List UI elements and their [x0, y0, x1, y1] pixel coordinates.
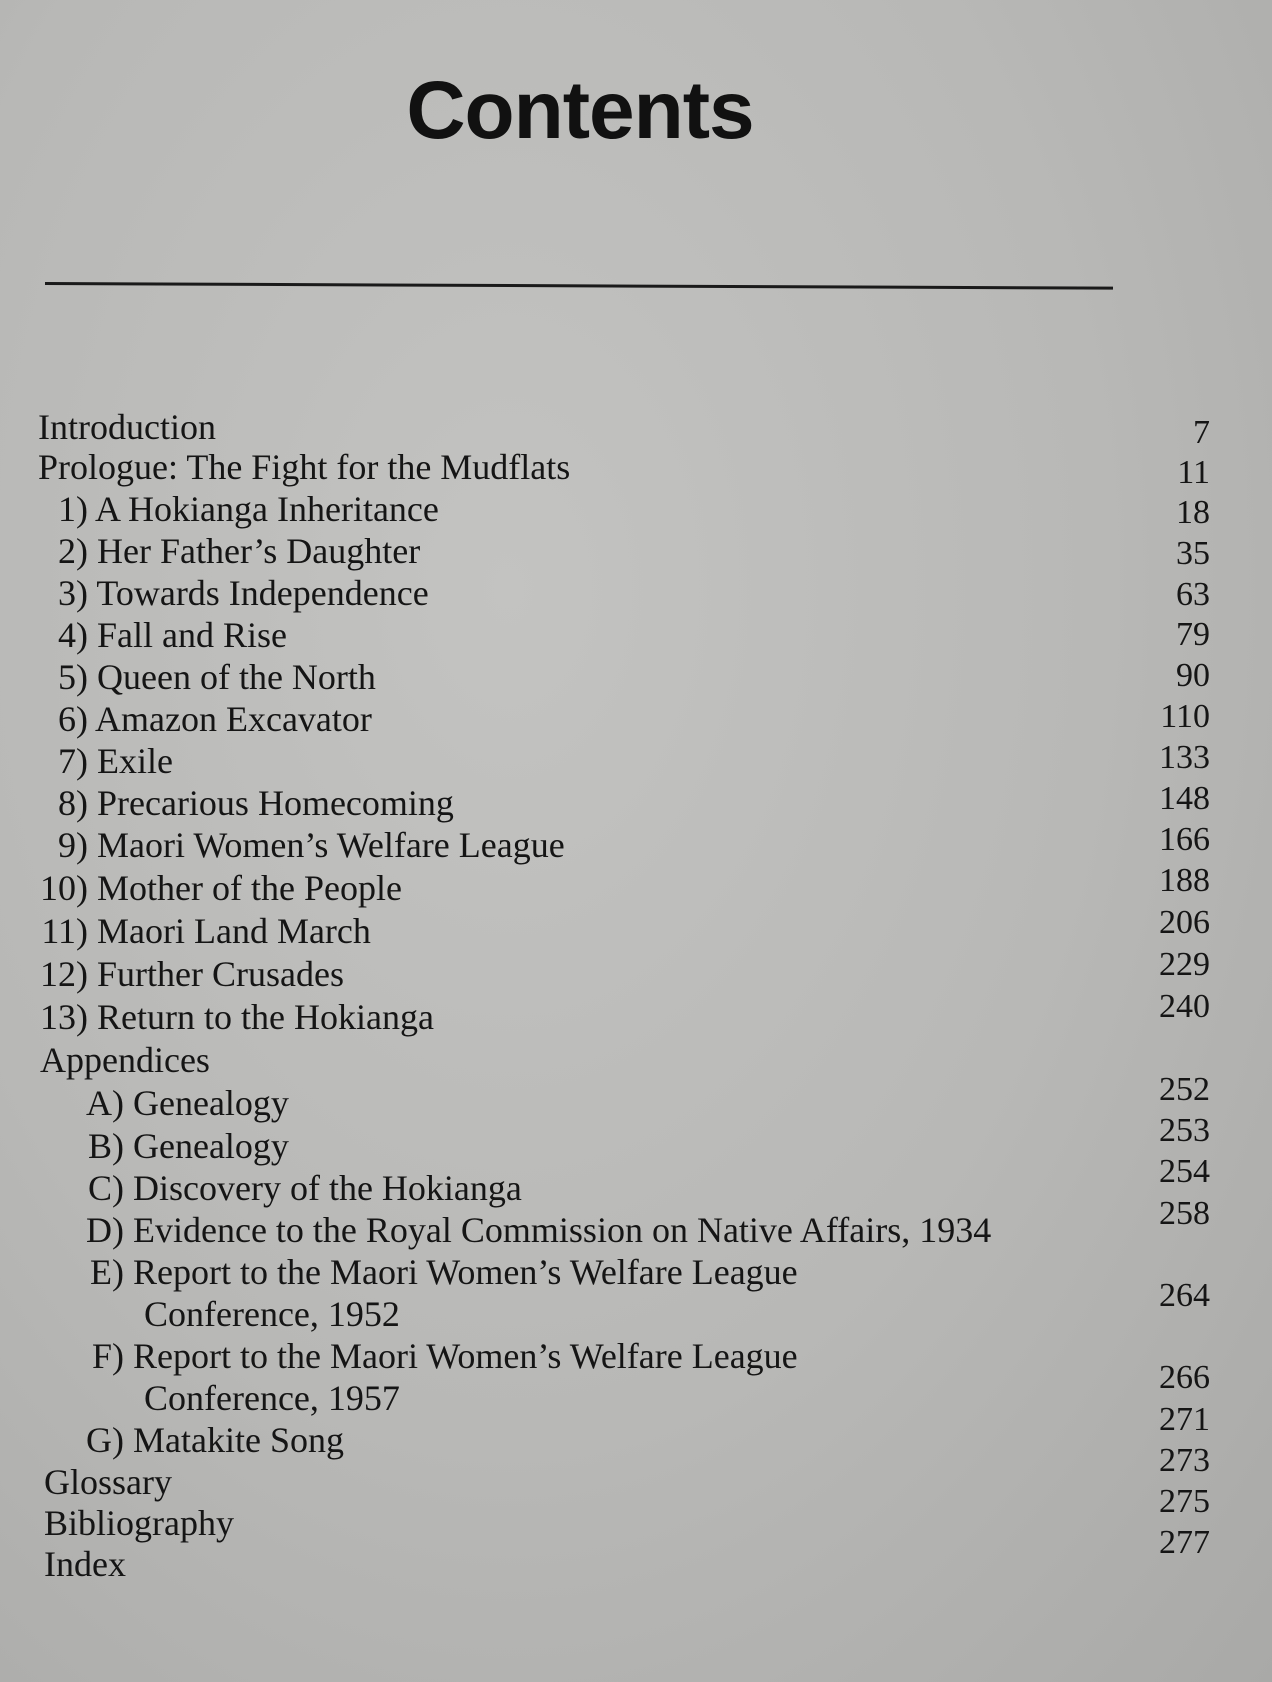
toc-entry-label: Evidence to the Royal Commission on Native Affairs, 1934 [133, 1210, 992, 1250]
toc-entry-appendix-f [76, 1336, 798, 1376]
toc-entry-label: Report to the Maori Women’s Welfare League [133, 1252, 798, 1292]
toc-entry-label: Further Crusades [97, 954, 344, 994]
toc-entry-label: Genealogy [133, 1126, 289, 1166]
toc-page-number: 11 [1177, 454, 1210, 491]
toc-entry-label: Exile [97, 741, 173, 781]
toc-entry-glossary [44, 1462, 172, 1502]
toc-entry-number: E) [90, 1252, 124, 1292]
toc-entry-label: Matakite Song [133, 1420, 344, 1460]
toc-page-number: 110 [1160, 698, 1210, 735]
toc-entry-chapter-6 [40, 699, 372, 739]
toc-entry-label: Towards Independence [96, 573, 429, 613]
toc-entry-label: Amazon Excavator [95, 699, 372, 739]
toc-page-number: 188 [1159, 862, 1210, 899]
toc-entry-number: 4) [58, 615, 88, 655]
toc-page-number: 252 [1159, 1071, 1210, 1108]
toc-entry-label: Genealogy [133, 1083, 289, 1123]
toc-entry-prologue [38, 447, 570, 487]
toc-entry-number: 12) [40, 954, 88, 994]
toc-entry-number: 7) [58, 741, 88, 781]
toc-entry-chapter-10 [40, 868, 402, 908]
toc-page-number: 63 [1176, 576, 1210, 613]
toc-page-number: 206 [1159, 904, 1210, 941]
toc-entry-number: A) [86, 1083, 124, 1123]
toc-entry-label: Bibliography [44, 1503, 234, 1543]
toc-entry-label: Prologue: The Fight for the Mudflats [38, 447, 571, 487]
toc-entry-label: Discovery of the Hokianga [133, 1168, 522, 1208]
toc-entry-number: 9) [58, 825, 88, 865]
toc-entry-number: D) [86, 1210, 124, 1250]
toc-entry-chapter-12 [40, 954, 344, 994]
toc-page-number: 18 [1176, 494, 1210, 531]
toc-page-number: 253 [1159, 1112, 1210, 1149]
toc-page-number: 258 [1159, 1195, 1210, 1232]
toc-entry-chapter-7 [40, 741, 173, 781]
toc-entry-chapter-8 [40, 783, 454, 823]
toc-page-number: 264 [1159, 1277, 1210, 1314]
toc-entry-label: Her Father’s Daughter [97, 531, 421, 571]
toc-entry-appendix-e-continued [144, 1294, 400, 1334]
toc-page-number: 90 [1176, 657, 1210, 694]
toc-page-number: 273 [1159, 1442, 1210, 1479]
toc-entry-label: Fall and Rise [97, 615, 287, 655]
toc-entry-label: Mother of the People [97, 868, 402, 908]
toc-entry-introduction [38, 407, 216, 447]
toc-entry-chapter-4 [40, 615, 287, 655]
toc-entry-index [44, 1544, 126, 1584]
toc-entry-number: 2) [58, 531, 88, 571]
toc-entry-label: Queen of the North [97, 657, 376, 697]
toc-entry-appendix-c [76, 1168, 522, 1208]
toc-page-number: 79 [1176, 616, 1210, 653]
toc-entry-number: G) [86, 1420, 124, 1460]
toc-entry-number: 3) [58, 573, 88, 613]
toc-entry-number: B) [88, 1126, 124, 1166]
toc-entry-chapter-13 [40, 997, 434, 1037]
toc-entry-label: Appendices [40, 1040, 210, 1080]
toc-entry-label: A Hokianga Inheritance [95, 489, 439, 529]
toc-page-number: 277 [1159, 1524, 1210, 1561]
toc-entry-appendices [40, 1040, 210, 1080]
toc-entry-label-continued: Conference, 1957 [144, 1378, 400, 1418]
page-title: Contents [406, 65, 754, 156]
toc-entry-chapter-9 [40, 825, 565, 865]
toc-page-number: 266 [1159, 1359, 1210, 1396]
toc-entry-number: 6) [58, 699, 88, 739]
toc-page-number: 271 [1159, 1401, 1210, 1438]
toc-entry-label: Index [44, 1544, 126, 1584]
toc-entry-label: Precarious Homecoming [97, 783, 454, 823]
toc-entry-label: Glossary [44, 1462, 172, 1502]
toc-entry-chapter-2 [40, 531, 420, 571]
toc-entry-appendix-e [76, 1252, 798, 1292]
toc-entry-number: C) [88, 1168, 124, 1208]
toc-entry-chapter-5 [40, 657, 376, 697]
toc-entry-appendix-a [76, 1083, 289, 1123]
toc-entry-label: Maori Land March [97, 911, 371, 951]
toc-entry-number: F) [91, 1336, 124, 1376]
toc-entry-appendix-b [76, 1126, 289, 1166]
toc-page-number: 240 [1159, 988, 1210, 1025]
toc-entry-number: 5) [58, 657, 88, 697]
toc-entry-appendix-d [76, 1210, 991, 1250]
toc-entry-number: 1) [58, 489, 88, 529]
toc-entry-number: 13) [40, 997, 88, 1037]
toc-page-number: 35 [1176, 535, 1210, 572]
toc-page-number: 7 [1193, 414, 1210, 451]
toc-page-number: 275 [1159, 1483, 1210, 1520]
toc-page-number: 166 [1159, 821, 1210, 858]
toc-entry-chapter-3 [40, 573, 429, 613]
toc-entry-label: Introduction [38, 407, 216, 447]
toc-entry-label: Maori Women’s Welfare League [97, 825, 565, 865]
toc-page-number: 229 [1159, 946, 1210, 983]
toc-entry-appendix-g [76, 1420, 344, 1460]
toc-entry-number: 11) [41, 911, 88, 951]
toc-entry-bibliography [44, 1503, 234, 1543]
toc-entry-label: Return to the Hokianga [97, 997, 434, 1037]
toc-entry-label: Report to the Maori Women’s Welfare League [133, 1336, 798, 1376]
toc-page-number: 254 [1159, 1153, 1210, 1190]
toc-entry-number: 10) [40, 868, 88, 908]
toc-entry-number: 8) [58, 783, 88, 823]
toc-entry-appendix-f-continued [144, 1378, 400, 1418]
toc-entry-chapter-11 [40, 911, 371, 951]
toc-entry-chapter-1 [40, 489, 439, 529]
toc-page-number: 148 [1159, 780, 1210, 817]
toc-entry-label-continued: Conference, 1952 [144, 1294, 400, 1334]
toc-page-number: 133 [1159, 739, 1210, 776]
